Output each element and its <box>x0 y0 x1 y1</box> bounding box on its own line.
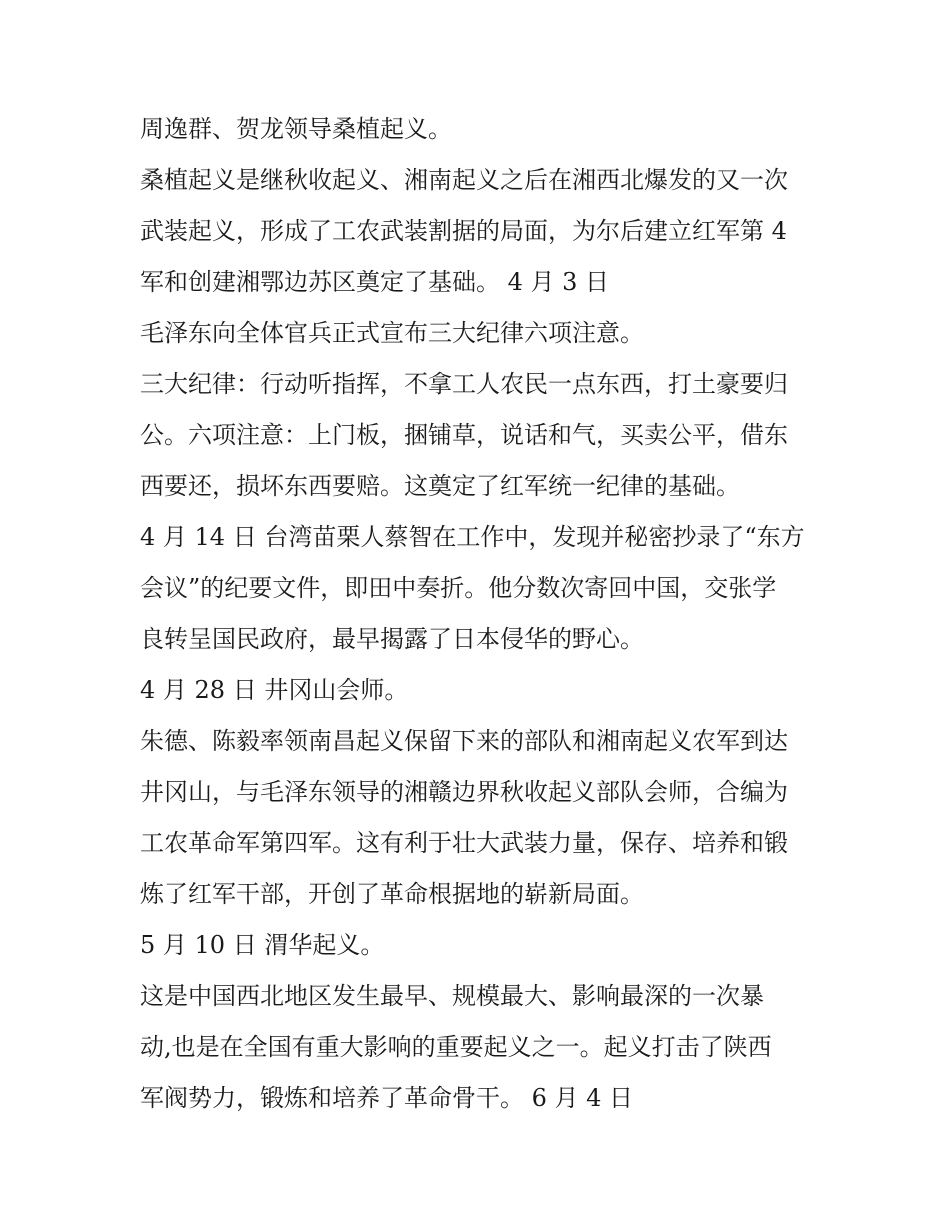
text-line-14: 井冈山，与毛泽东领导的湘赣边界秋收起义部队会师，合编为 <box>140 778 788 806</box>
text-line-19: 动,也是在全国有重大影响的重要起义之一。起义打击了陕西 <box>140 1033 772 1061</box>
text-line-10: 会议”的纪要文件，即田中奏折。他分数次寄回中国，交张学 <box>140 574 777 602</box>
text-line-13: 朱德、陈毅率领南昌起义保留下来的部队和湘南起义农军到达 <box>140 727 788 755</box>
text-line-2: 桑植起义是继秋收起义、湘南起义之后在湘西北爆发的又一次 <box>140 166 788 194</box>
text-line-17: 5 月 10 日 渭华起义。 <box>140 931 385 959</box>
text-line-5: 毛泽东向全体官兵正式宣布三大纪律六项注意。 <box>140 319 644 347</box>
text-line-16: 炼了红军干部，开创了革命根据地的崭新局面。 <box>140 880 644 908</box>
text-line-4: 军和创建湘鄂边苏区奠定了基础。 4 月 3 日 <box>140 268 610 296</box>
text-line-18: 这是中国西北地区发生最早、规模最大、影响最深的一次暴 <box>140 982 764 1010</box>
text-line-7: 公。六项注意：上门板，捆铺草，说话和气，买卖公平，借东 <box>140 421 788 449</box>
text-line-6: 三大纪律：行动听指挥，不拿工人农民一点东西，打土豪要归 <box>140 370 788 398</box>
text-line-3: 武装起义，形成了工农武装割据的局面，为尔后建立红军第 4 <box>140 217 787 245</box>
text-line-20: 军阀势力，锻炼和培养了革命骨干。 6 月 4 日 <box>140 1084 634 1112</box>
text-line-8: 西要还，损坏东西要赔。这奠定了红军统一纪律的基础。 <box>140 472 740 500</box>
text-line-1: 周逸群、贺龙领导桑植起义。 <box>140 115 452 143</box>
document-body <box>140 104 830 1124</box>
text-line-11: 良转呈国民政府，最早揭露了日本侵华的野心。 <box>140 625 644 653</box>
text-line-12: 4 月 28 日 井冈山会师。 <box>140 676 409 704</box>
text-line-15: 工农革命军第四军。这有利于壮大武装力量，保存、培养和锻 <box>140 829 788 857</box>
text-line-9: 4 月 14 日 台湾苗栗人蔡智在工作中，发现并秘密抄录了“东方 <box>140 523 805 551</box>
